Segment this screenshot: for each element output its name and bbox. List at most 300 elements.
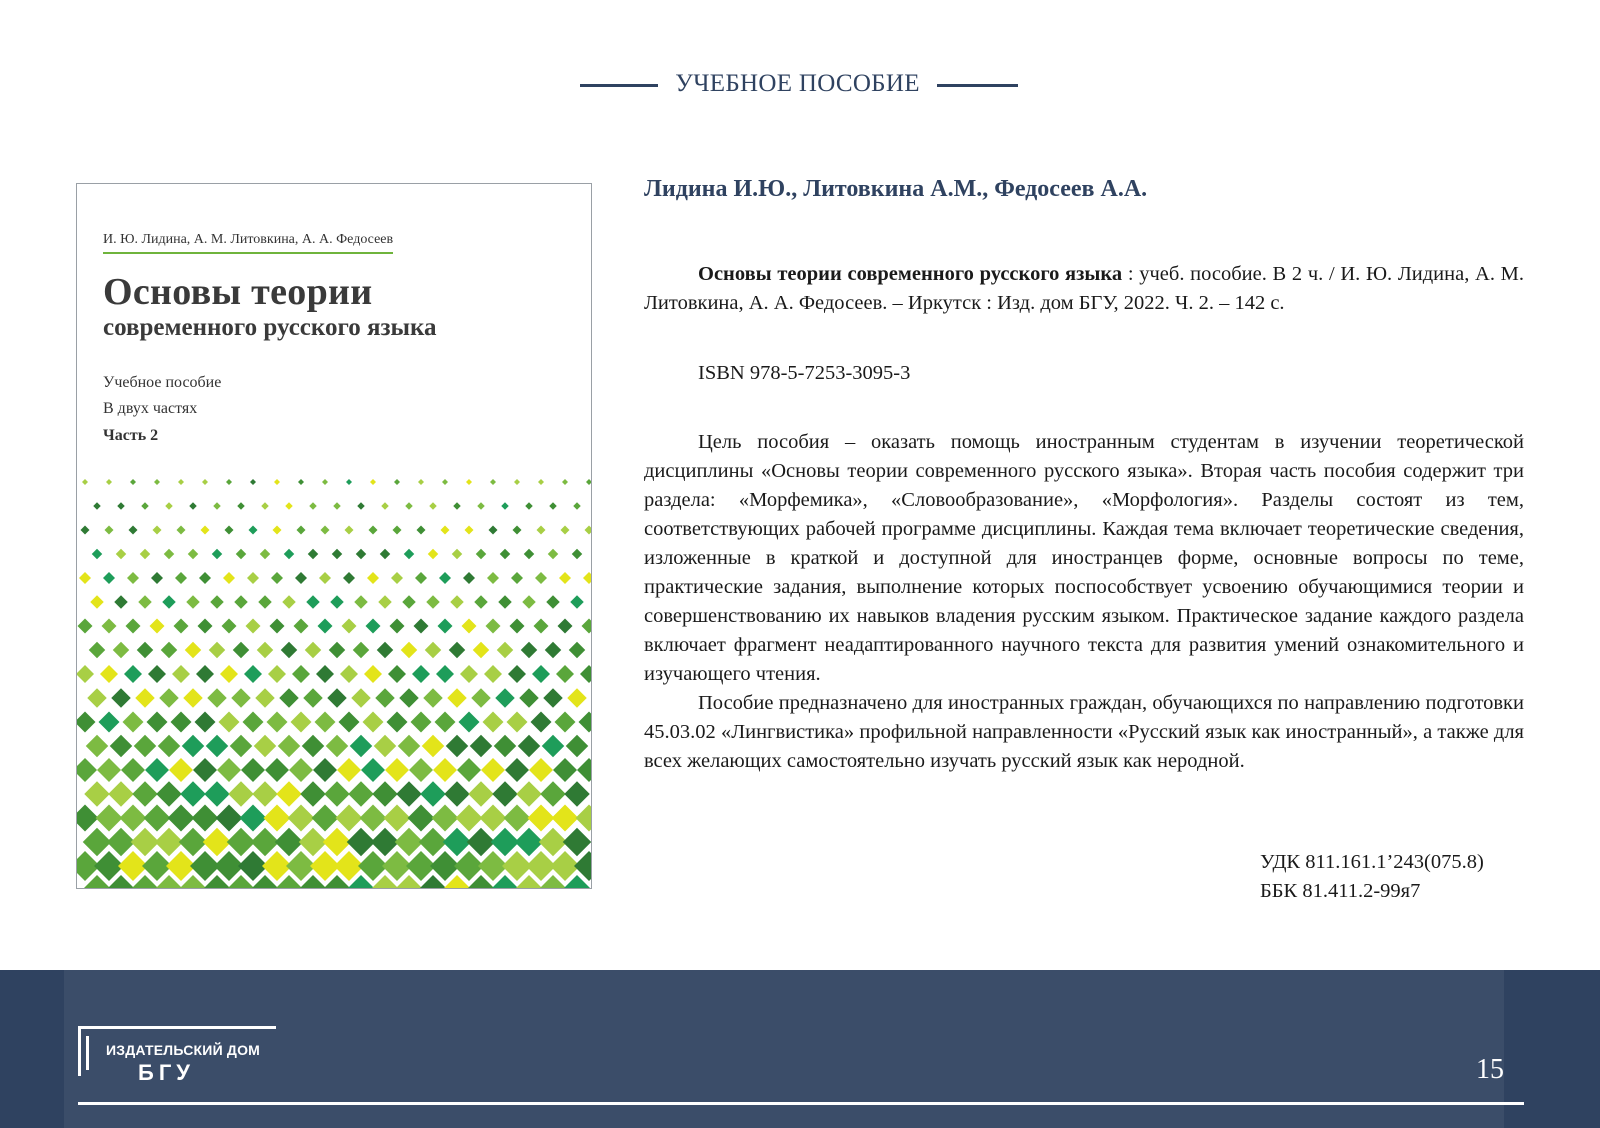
cover-diamond [89, 642, 106, 659]
cover-diamond [177, 526, 186, 535]
cover-diamond [531, 712, 552, 733]
cover-diamond [462, 619, 477, 634]
cover-diamond [447, 688, 467, 708]
cover-diamond [297, 526, 306, 535]
footer-baseline [78, 1102, 1524, 1105]
cover-diamond [360, 805, 387, 832]
cover-diamond [288, 805, 315, 832]
cover-diamond [385, 758, 409, 782]
cover-diamond [524, 549, 535, 560]
cover-diamond [252, 781, 278, 807]
cover-diamond [209, 642, 226, 659]
cover-diamond [579, 712, 592, 733]
cover-diamond [480, 805, 507, 832]
cover-diamond [276, 781, 302, 807]
cover-diamond [316, 665, 334, 683]
cover-diamond [528, 805, 555, 832]
cover-diamond [145, 758, 169, 782]
cover-diamond [500, 549, 511, 560]
publisher-logo [92, 1040, 264, 1092]
cover-diamond [137, 642, 154, 659]
cover-diamond [113, 642, 130, 659]
cover-diamond [387, 712, 408, 733]
cover-diamond [401, 642, 418, 659]
cover-diamond [77, 665, 94, 683]
cover-diamond [182, 735, 205, 758]
bibliographic-details: : учеб. пособие. В 2 ч. / И. Ю. Лидина, А. М. Литовкина, А. А. Федосеев. – Иркутск : Изд. дом БГУ, 2022. Ч. 2. – 142 с. [644, 263, 1524, 314]
cover-diamond [303, 688, 323, 708]
page-header [0, 66, 1600, 106]
cover-diamond [559, 572, 571, 584]
cover-diamond [545, 642, 562, 659]
cover-diamond [185, 642, 202, 659]
cover-diamond [420, 781, 446, 807]
cover-diamond [315, 712, 336, 733]
cover-diamond [435, 712, 456, 733]
cover-diamond [260, 549, 271, 560]
cover-diamond [510, 619, 525, 634]
cover-diamond [151, 572, 163, 584]
cover-diamond [282, 595, 296, 609]
cover-diamond [199, 572, 211, 584]
cover-diamond [223, 572, 235, 584]
cover-diamond [270, 619, 285, 634]
cover-diamond [86, 735, 109, 758]
cover-diamond [195, 712, 216, 733]
cover-diamond [377, 642, 394, 659]
cover-diamond [174, 619, 189, 634]
cover-diamond [240, 805, 267, 832]
cover-diamond [471, 688, 491, 708]
cover-diamond [450, 595, 464, 609]
cover-diamond [412, 665, 430, 683]
cover-diamond [468, 781, 494, 807]
cover-diamond [247, 572, 259, 584]
cover-diamond [302, 735, 325, 758]
cover-diamond [268, 665, 286, 683]
cover-diamond [369, 526, 378, 535]
cover-diamond [192, 805, 219, 832]
cover-diamond [580, 665, 591, 683]
cover-diamond [219, 712, 240, 733]
cover-diamond [78, 619, 93, 634]
cover-diamond [364, 665, 382, 683]
cover-diamond [501, 502, 509, 510]
cover-diamond [292, 665, 310, 683]
cover-diamond [319, 572, 331, 584]
cover-diamond [273, 526, 282, 535]
cover-diamond [396, 781, 422, 807]
cover-diamond [132, 781, 158, 807]
cover-diamond [309, 502, 317, 510]
cover-diamond [351, 688, 371, 708]
cover-diamond [233, 642, 250, 659]
cover-diamond [433, 758, 457, 782]
book-cover-image [76, 183, 592, 889]
cover-diamond [540, 781, 566, 807]
cover-diamond [183, 688, 203, 708]
cover-diamond [342, 619, 357, 634]
cover-diamond [340, 665, 358, 683]
cover-diamond [439, 572, 451, 584]
cover-diamond [375, 688, 395, 708]
cover-diamond [120, 805, 147, 832]
header-rule-left [580, 84, 658, 87]
cover-diamond [117, 502, 125, 510]
cover-diamond [537, 526, 546, 535]
cover-diamond [206, 735, 229, 758]
cover-diamond [394, 479, 400, 485]
cover-diamond [487, 572, 499, 584]
cover-diamond [572, 549, 583, 560]
cover-diamond [508, 665, 526, 683]
cover-diamond [243, 712, 264, 733]
cover-diamond [495, 688, 515, 708]
cover-diamond [82, 479, 88, 485]
cover-diamond [534, 619, 549, 634]
cover-diamond [92, 549, 103, 560]
cover-diamond [100, 665, 118, 683]
cover-diamond [350, 735, 373, 758]
cover-diamond [289, 758, 313, 782]
cover-diamond [271, 572, 283, 584]
cover-diamond [97, 758, 121, 782]
cover-diamond [298, 479, 304, 485]
cover-diamond [99, 712, 120, 733]
cover-diamond [193, 758, 217, 782]
cover-diamond [254, 735, 277, 758]
cover-diamond [213, 502, 221, 510]
cover-diamond [138, 595, 152, 609]
cover-diamond [570, 595, 584, 609]
cover-diamond [198, 619, 213, 634]
cover-diamond [460, 665, 478, 683]
cover-diamond [474, 595, 488, 609]
cover-diamond [153, 526, 162, 535]
cover-diamond [180, 781, 206, 807]
cover-diamond [357, 502, 365, 510]
cover-diamond [417, 526, 426, 535]
cover-diamond [250, 479, 256, 485]
cover-diamond [481, 758, 505, 782]
cover-diamond [258, 595, 272, 609]
cover-diamond [312, 805, 339, 832]
cover-diamond [525, 502, 533, 510]
cover-diamond [249, 526, 258, 535]
cover-diamond [87, 688, 107, 708]
book-title: Основы теории современного русского языка [698, 263, 1123, 285]
cover-diamond [255, 688, 275, 708]
cover-diamond [244, 665, 262, 683]
cover-diamond [381, 502, 389, 510]
cover-diamond [498, 595, 512, 609]
cover-diamond [470, 735, 493, 758]
logo-frame-top [80, 1026, 276, 1029]
cover-diamond [486, 619, 501, 634]
cover-diamond [327, 688, 347, 708]
cover-diamond [241, 758, 265, 782]
cover-diamond [130, 479, 136, 485]
cover-diamond [154, 479, 160, 485]
cover-diamond [171, 712, 192, 733]
cover-diamond [246, 619, 261, 634]
cover-diamond [230, 735, 253, 758]
cover-diamond [306, 595, 320, 609]
cover-diamond [216, 805, 243, 832]
cover-diamond [121, 758, 145, 782]
cover-diamond [140, 549, 151, 560]
logo-text-line1: ИЗДАТЕЛЬСКИЙ ДОМ [106, 1042, 261, 1058]
cover-diamond [204, 781, 230, 807]
cover-diamond [165, 502, 173, 510]
cover-diamond [361, 758, 385, 782]
cover-diamond [411, 712, 432, 733]
cover-diamond [409, 758, 433, 782]
cover-diamond [370, 479, 376, 485]
cover-diamond [90, 595, 104, 609]
cover-diamond [129, 526, 138, 535]
cover-diamond [405, 502, 413, 510]
cover-diamond [294, 619, 309, 634]
cover-diamond [446, 735, 469, 758]
cover-title-line2: современного русского языка [103, 314, 437, 341]
cover-diamond [196, 665, 214, 683]
cover-diamond [257, 642, 274, 659]
cover-diamond [415, 572, 427, 584]
cover-diamond [337, 758, 361, 782]
cover-diamond [532, 665, 550, 683]
cover-diamond [363, 712, 384, 733]
cover-diamond [127, 572, 139, 584]
cover-diamond [178, 479, 184, 485]
cover-diamond [329, 642, 346, 659]
cover-diamond [492, 781, 518, 807]
cover-diamond [514, 479, 520, 485]
cover-diamond [519, 688, 539, 708]
cover-diamond [150, 619, 165, 634]
cover-diamond [549, 502, 557, 510]
cover-diamond [542, 735, 565, 758]
cover-diamond [345, 526, 354, 535]
cover-diamond [217, 758, 241, 782]
cover-diamond [404, 549, 415, 560]
cover-diamond [162, 595, 176, 609]
cover-diamond [569, 642, 586, 659]
cover-diamond [428, 549, 439, 560]
cover-diamond [561, 526, 570, 535]
cover-diamond [343, 572, 355, 584]
cover-diamond [77, 805, 99, 832]
cover-diamond [161, 642, 178, 659]
cover-diamond [103, 572, 115, 584]
cover-diamond [106, 479, 112, 485]
cover-diamond [189, 502, 197, 510]
cover-diamond [308, 549, 319, 560]
cover-diamond [77, 758, 97, 782]
cover-diamond [402, 595, 416, 609]
cover-diamond [336, 805, 363, 832]
cover-diamond [126, 619, 141, 634]
abstract [644, 428, 1524, 776]
cover-diamond [326, 735, 349, 758]
cover-diamond [453, 502, 461, 510]
bbk-code: ББК 81.411.2-99я7 [1260, 880, 1421, 902]
cover-diamond [573, 502, 581, 510]
cover-diamond [313, 758, 337, 782]
cover-diamond [429, 502, 437, 510]
cover-diamond [414, 619, 429, 634]
classification-codes [1260, 848, 1484, 906]
cover-diamond [201, 526, 210, 535]
section-title: УЧЕБНОЕ ПОСОБИЕ [675, 70, 920, 97]
cover-diamond [159, 688, 179, 708]
cover-diamond [226, 479, 232, 485]
cover-diamond [354, 595, 368, 609]
cover-diamond [111, 688, 131, 708]
cover-diamond [212, 549, 223, 560]
cover-diamond [432, 805, 459, 832]
abstract-paragraph-1: Цель пособия – оказать помощь иностранным студентам в изучении теоретической дисциплины «Основы теории современного русского языка». Вторая часть пособия содержит три раздела: «Морфемика», «Словообразование», «Морфология». Разделы состоят из тем, соответствующих рабочей программе дисциплины. Каждая тема включает теоретические сведения, изложенные в краткой и доступной для иностранцев форме, основные вопросы по теме, практические задания, выполнение которых поспособствует усвоению обучающимися теории и совершенствованию их навыков владения русским языком. Практическое задание каждого раздела включает фрагмент неадаптированного научного текста для развития умений ознакомительного и изучающего чтения. [644, 431, 1524, 685]
logo-frame-inner [86, 1036, 89, 1070]
cover-diamond [513, 526, 522, 535]
cover-diamond [135, 688, 155, 708]
book-authors: Лидина И.Ю., Литовкина А.М., Федосеев А.А. [644, 176, 1148, 202]
cover-diamond [425, 642, 442, 659]
cover-diamond [418, 479, 424, 485]
cover-diamond [504, 805, 531, 832]
cover-diamond [164, 549, 175, 560]
cover-diamond [521, 642, 538, 659]
cover-diamond [348, 781, 374, 807]
cover-diamond [583, 572, 591, 584]
cover-diamond [408, 805, 435, 832]
cover-diamond [228, 781, 254, 807]
cover-diamond [426, 595, 440, 609]
page-number: 15 [1476, 1054, 1504, 1085]
cover-diamond [456, 805, 483, 832]
cover-diamond [237, 502, 245, 510]
cover-diamond [231, 688, 251, 708]
cover-diamond [105, 526, 114, 535]
cover-diamond [558, 619, 573, 634]
cover-diamond [522, 595, 536, 609]
cover-diamond [108, 781, 134, 807]
cover-diamond [353, 642, 370, 659]
cover-diamond [576, 805, 592, 832]
cover-diamond [473, 642, 490, 659]
cover-diamond [168, 805, 195, 832]
cover-diamond [477, 502, 485, 510]
cover-diamond [489, 526, 498, 535]
cover-diamond [236, 549, 247, 560]
cover-diamond [278, 735, 301, 758]
cover-diamond [81, 526, 90, 535]
cover-diamond [511, 572, 523, 584]
cover-diamond [459, 712, 480, 733]
cover-diamond [366, 619, 381, 634]
cover-diamond [390, 619, 405, 634]
cover-authors: И. Ю. Лидина, А. М. Литовкина, А. А. Федосеев [103, 232, 393, 254]
cover-diamond [399, 688, 419, 708]
cover-diamond [267, 712, 288, 733]
cover-diamond [210, 595, 224, 609]
cover-diamond [372, 781, 398, 807]
cover-title-line1: Основы теории [103, 271, 373, 313]
cover-diamond [264, 805, 291, 832]
cover-diamond [300, 781, 326, 807]
cover-subtitle-line3: Часть 2 [103, 427, 159, 444]
cover-diamond [535, 572, 547, 584]
cover-diamond [110, 735, 133, 758]
udk-code: УДК 811.161.1’243(075.8) [1260, 851, 1484, 873]
cover-diamond [207, 688, 227, 708]
cover-diamond [93, 502, 101, 510]
cover-diamond [436, 665, 454, 683]
cover-diamond [476, 549, 487, 560]
cover-diamond [295, 572, 307, 584]
cover-diamond [265, 758, 289, 782]
cover-diamond [202, 479, 208, 485]
cover-diamond [378, 595, 392, 609]
cover-diamond [186, 595, 200, 609]
cover-diamond [444, 781, 470, 807]
cover-diamond [291, 712, 312, 733]
cover-diamond [281, 642, 298, 659]
cover-diamond [305, 642, 322, 659]
cover-diamond [465, 526, 474, 535]
cover-diamond [422, 735, 445, 758]
cover-diamond [505, 758, 529, 782]
cover-diamond [556, 665, 574, 683]
cover-diamond [169, 758, 193, 782]
cover-diamond [330, 595, 344, 609]
cover-diamond [102, 619, 117, 634]
cover-diamond [484, 665, 502, 683]
isbn: ISBN 978-5-7253-3095-3 [698, 362, 911, 384]
cover-diamond [577, 758, 591, 782]
cover-diamond [518, 735, 541, 758]
cover-diamond-pattern [77, 474, 591, 888]
cover-diamond [274, 479, 280, 485]
cover-diamond [356, 549, 367, 560]
cover-diamond [548, 549, 559, 560]
cover-diamond [497, 642, 514, 659]
cover-diamond [442, 479, 448, 485]
cover-diamond [158, 735, 181, 758]
cover-diamond [564, 781, 590, 807]
cover-diamond [332, 549, 343, 560]
cover-diamond [188, 549, 199, 560]
cover-diamond [346, 479, 352, 485]
cover-diamond [398, 735, 421, 758]
cover-diamond [452, 549, 463, 560]
cover-diamond [279, 688, 299, 708]
header-rule-right [937, 84, 1018, 87]
cover-diamond [123, 712, 144, 733]
cover-diamond [388, 665, 406, 683]
cover-diamond [546, 595, 560, 609]
cover-diamond [463, 572, 475, 584]
cover-diamond [134, 735, 157, 758]
cover-diamond [483, 712, 504, 733]
cover-diamond [582, 619, 592, 634]
cover-diamond [285, 502, 293, 510]
cover-diamond [516, 781, 542, 807]
logo-text-line2: БГУ [138, 1060, 195, 1085]
cover-diamond [148, 665, 166, 683]
cover-diamond [175, 572, 187, 584]
cover-diamond [562, 479, 568, 485]
